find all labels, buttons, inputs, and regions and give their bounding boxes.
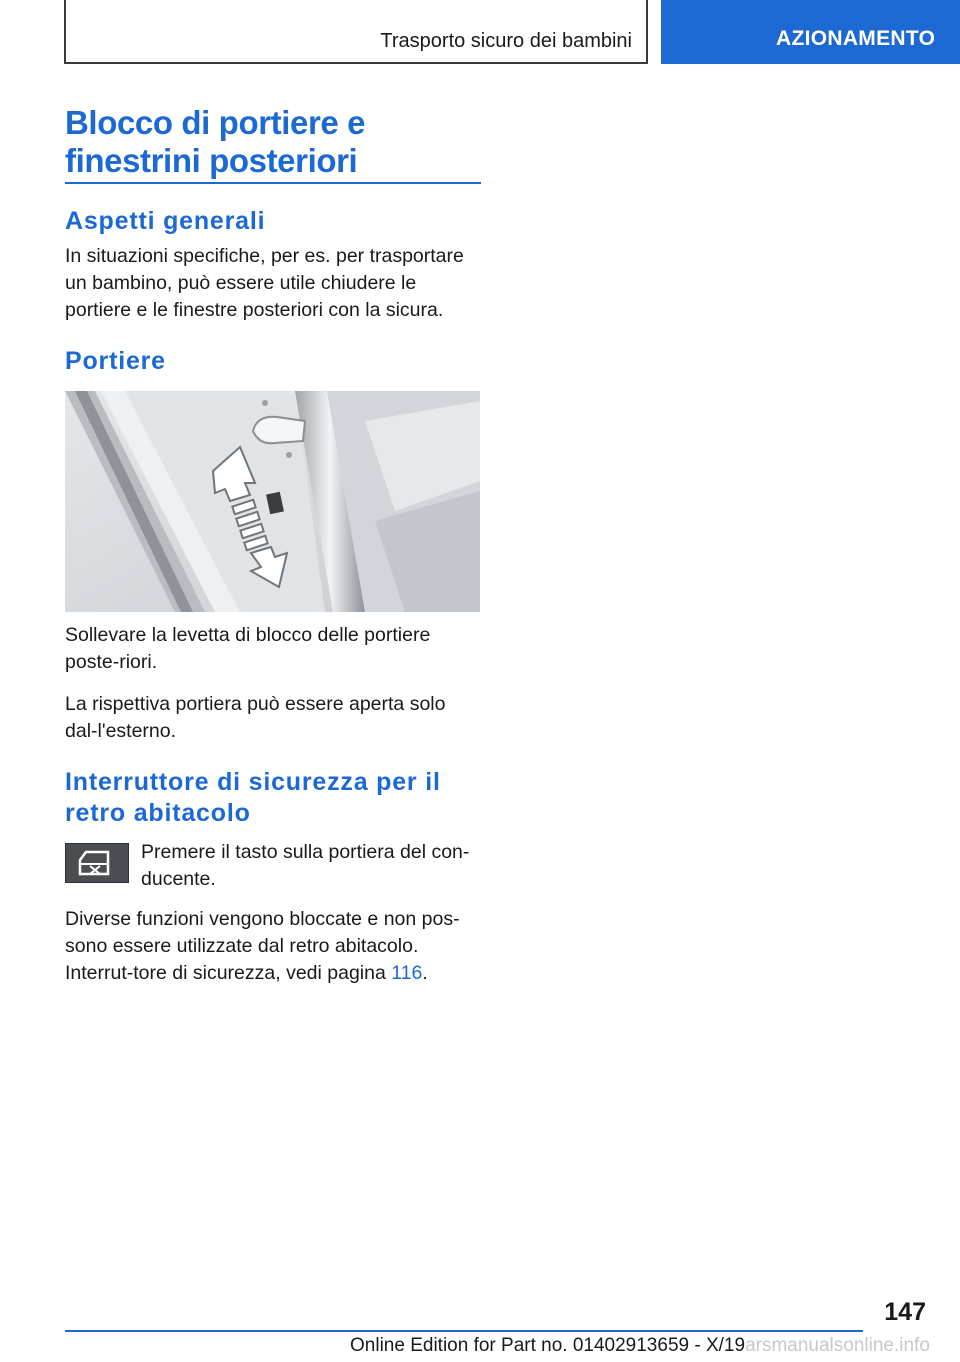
rear-window-lock-icon (65, 843, 129, 883)
doors-text-1 (65, 622, 481, 676)
switch-icon-text: Premere il tasto sulla portiera del con-ducente. (141, 841, 470, 890)
doors-text-2 (65, 691, 481, 745)
switch-icon-text-block (141, 839, 481, 893)
switch-paragraph (65, 906, 481, 987)
title-underline (65, 182, 481, 184)
header-section-box (64, 0, 648, 64)
doors-paragraph-1: Sollevare la levetta di blocco delle portiere poste-riori. (65, 624, 431, 673)
doors-paragraph-2: La rispettiva portiera può essere aperta solo dal-l'esterno. (65, 693, 446, 742)
footer-rule (65, 1330, 863, 1332)
page-link-116[interactable]: 116 (391, 962, 423, 984)
door-child-lock-illustration (65, 391, 480, 612)
page-number: 147 (884, 1298, 926, 1326)
header-chapter-tab (661, 0, 960, 64)
footer-watermark: arsmanualsonline.info (745, 1335, 930, 1356)
door-lock-illustration-icon (65, 391, 480, 612)
heading-general: Aspetti generali (65, 207, 266, 235)
heading-safety-switch: Interruttore di sicurezza per il retro abitacolo (65, 768, 441, 827)
switch-paragraph-end: . (422, 962, 428, 984)
header-section-title: Trasporto sicuro dei bambini (380, 30, 632, 52)
general-text-block (65, 243, 481, 324)
footer-text (350, 1335, 930, 1357)
general-paragraph: In situazioni specifiche, per es. per trasportare un bambino, può essere utile chiudere le portiere e le finestre posteriori con la sicura. (65, 245, 464, 321)
heading-doors: Portiere (65, 347, 166, 375)
switch-text-block (65, 906, 481, 987)
switch-paragraph-text: Diverse funzioni vengono bloccate e non pos-sono essere utilizzate dal retro abitacolo. Interrut-tore di sicurezza, vedi pagina (65, 908, 460, 984)
page-title: Blocco di portiere e finestrini posteriori (65, 104, 366, 179)
window-lock-symbol-icon (66, 844, 128, 882)
header-chapter-label: AZIONAMENTO (776, 27, 936, 50)
footer-edition: Online Edition for Part no. 01402913659 - X/19 (350, 1335, 746, 1356)
